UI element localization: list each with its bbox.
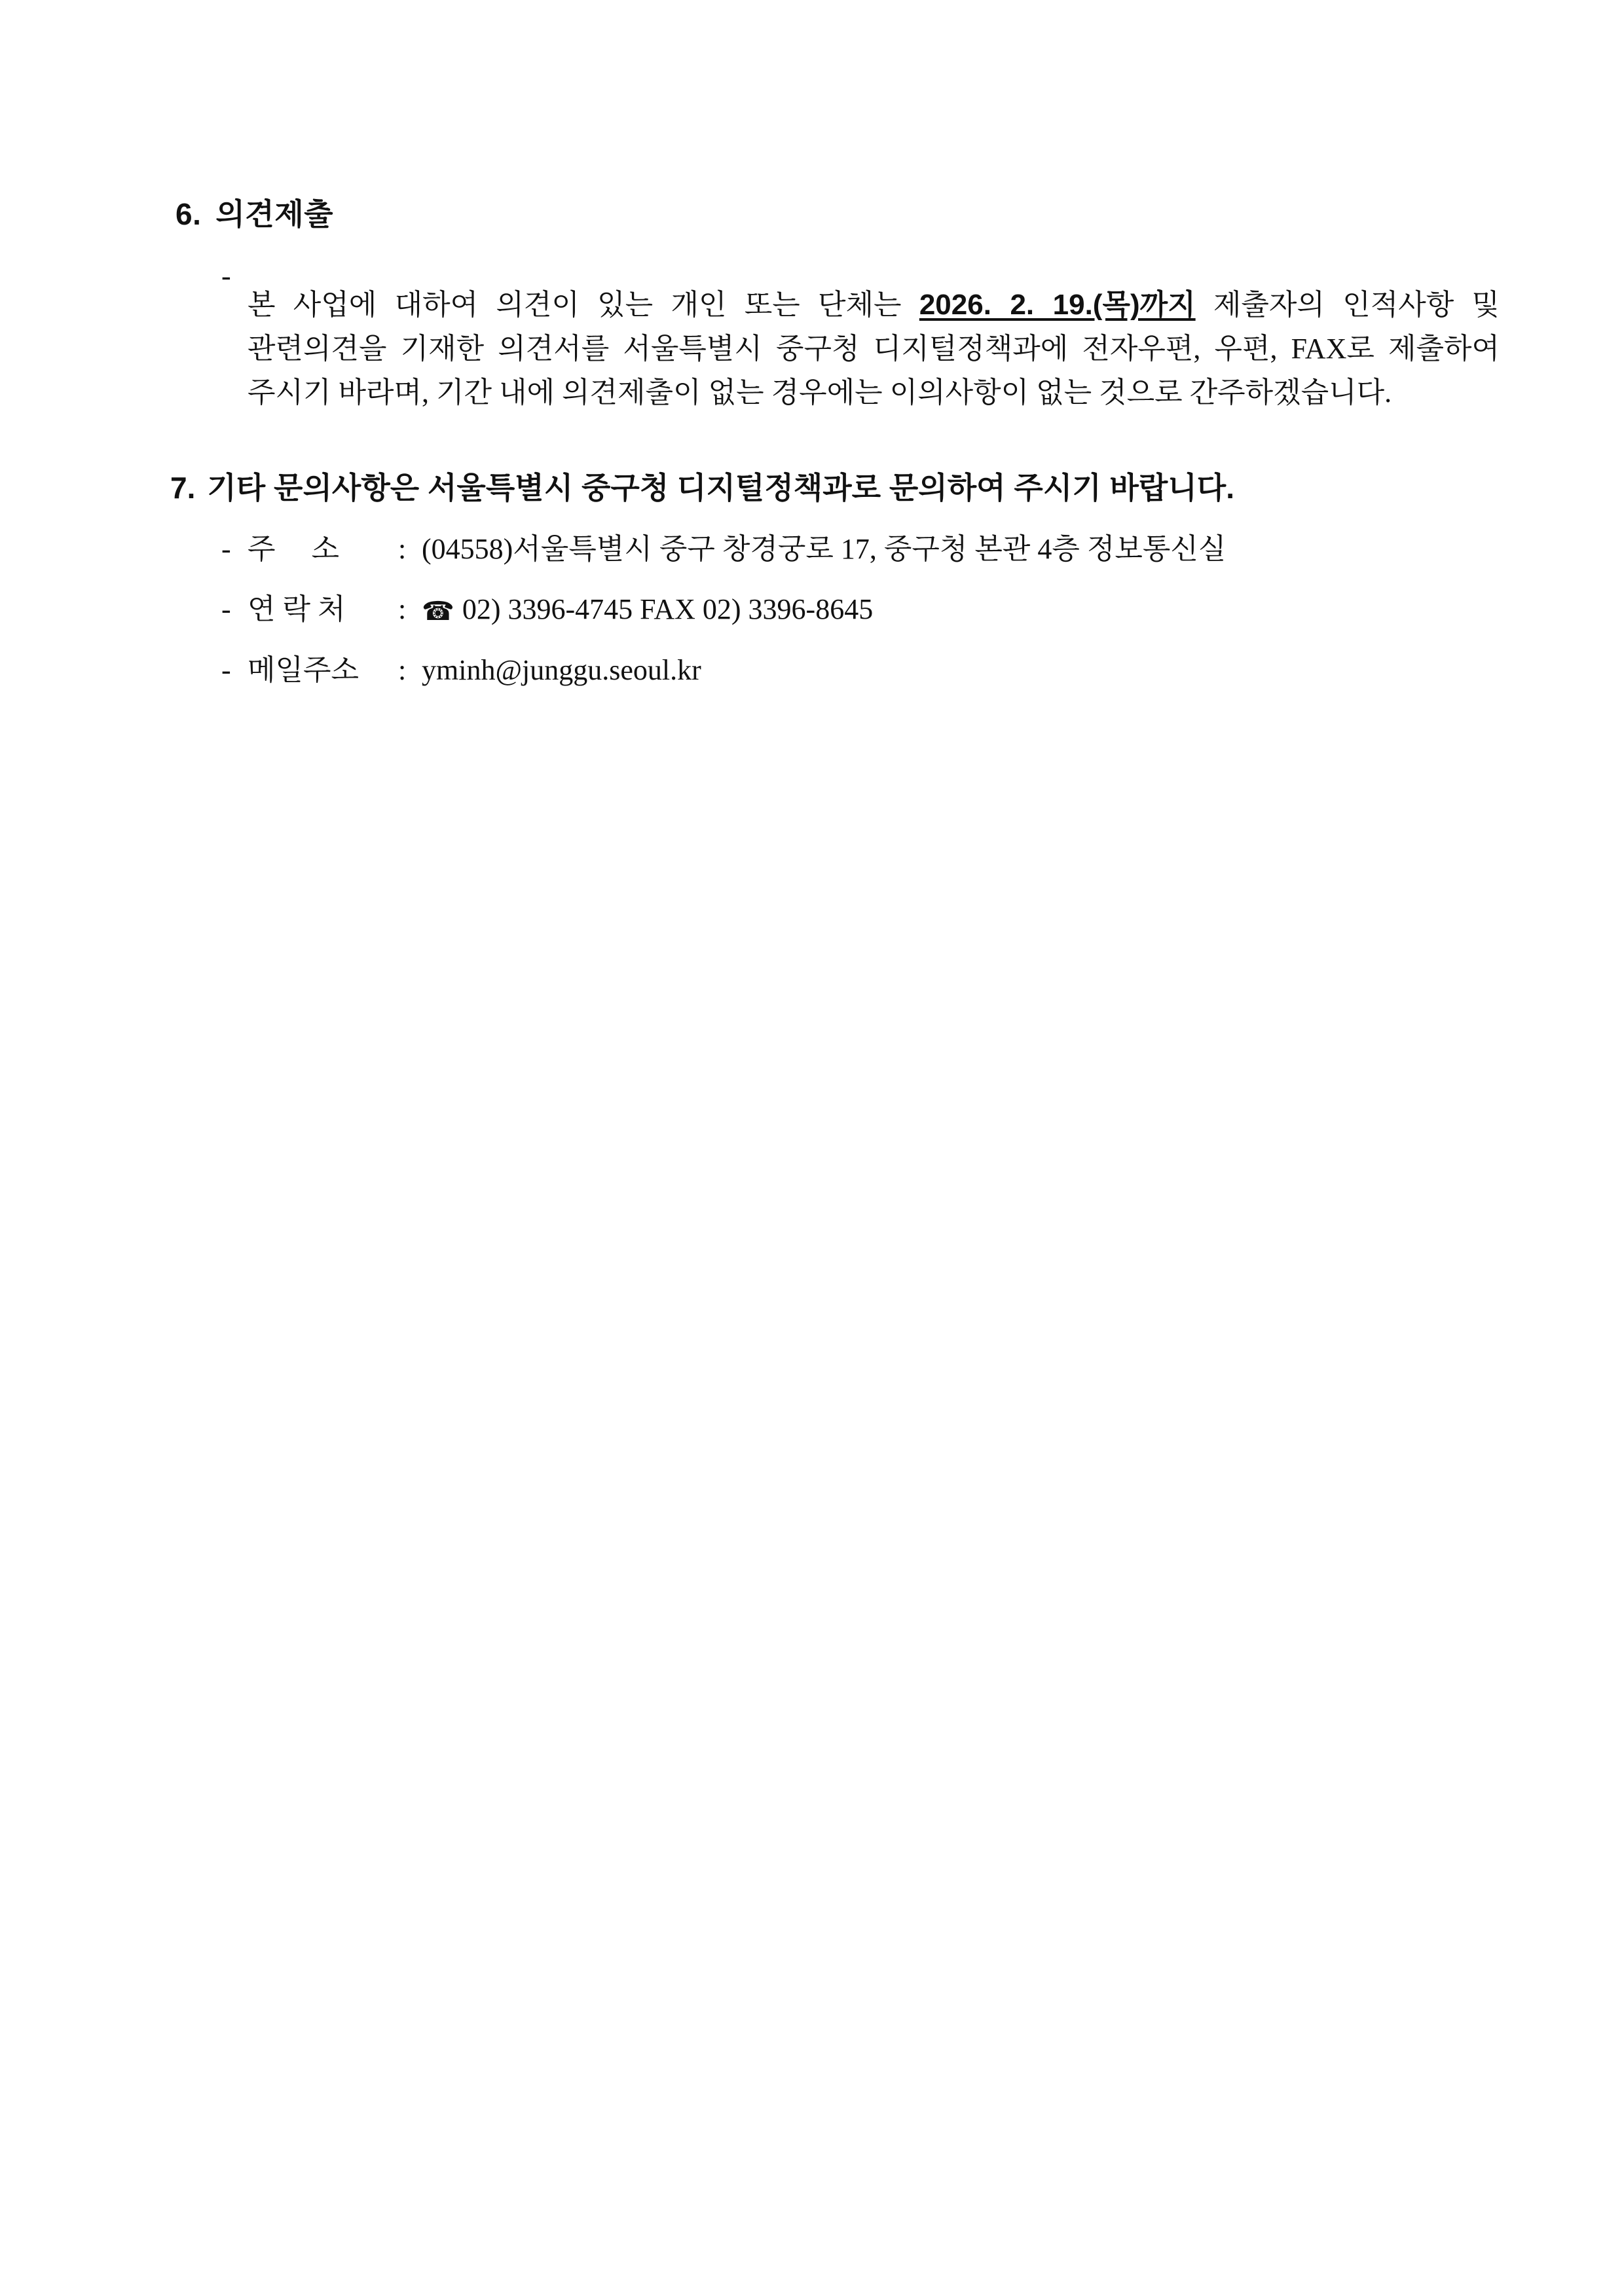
bullet-rest-text: 제출자의 인적사항 및 관련의견을 기재한 의견서를 서울특별시 중구청 디지털정책과에 전자우편, 우편, FAX로 제출하여 주시기 바라며, 기간 내에 의견제출이 없는 경우에는 이의사항이 없는 것으로 간주하겠습니다. [248, 289, 1500, 409]
section-6-heading [164, 196, 1500, 232]
contact-label-phone: 연 락 처 [248, 593, 346, 626]
section-6-number: 6. [175, 197, 202, 231]
section-7-title: 기타 문의사항은 서울특별시 중구청 디지털정책과로 문의하여 주시기 바랍니다. [207, 470, 1235, 505]
section-6-bullet-1 [164, 255, 1500, 444]
section-opinion-submission [164, 196, 1500, 444]
contact-phone-numbers: 02) 3396-4745 FAX 02) 3396-8645 [462, 593, 874, 626]
contact-row-phone [164, 588, 1500, 632]
contact-dash: - [221, 654, 231, 687]
document-body [164, 196, 1500, 693]
contact-label-address: 주 소 [248, 532, 340, 565]
telephone-icon: ☎ [422, 596, 454, 627]
bullet-lead-text: 본 사업에 대하여 의견이 있는 개인 또는 단체는 [248, 289, 919, 321]
section-inquiries [164, 469, 1500, 693]
contact-dash: - [221, 593, 231, 626]
contact-colon: : [398, 532, 407, 565]
contact-row-address [164, 528, 1500, 572]
contact-value-email: yminh@junggu.seoul.kr [422, 654, 701, 687]
contact-row-email [164, 649, 1500, 693]
bullet-paragraph [248, 283, 1500, 415]
contact-label-email: 메일주소 [248, 654, 360, 687]
section-7-number: 7. [170, 470, 196, 505]
contact-value-address: (04558)서울특별시 중구 창경궁로 17, 중구청 본관 4층 정보통신실 [422, 532, 1227, 565]
contact-value-phone [422, 588, 1500, 631]
contact-colon: : [398, 593, 407, 626]
section-7-heading [164, 469, 1500, 508]
contact-dash: - [221, 532, 231, 565]
deadline-emphasis: 2026. 2. 19.(목)까지 [919, 289, 1196, 321]
bullet-dash: - [221, 260, 231, 293]
section-6-title: 의견제출 [215, 197, 334, 231]
contact-colon: : [398, 654, 407, 687]
